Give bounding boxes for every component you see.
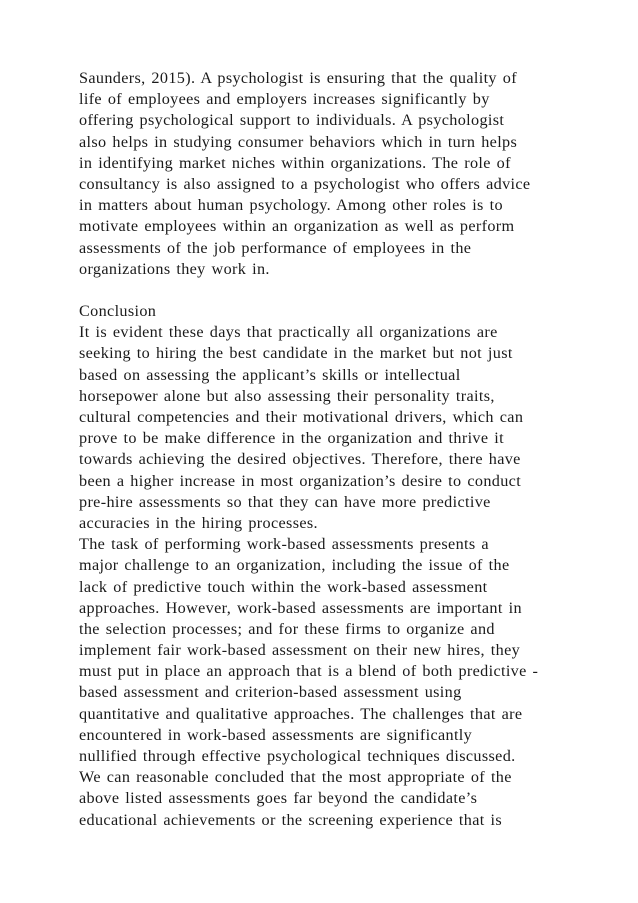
text-line: life of employees and employers increases significantly by [79,90,490,109]
text-line: seeking to hiring the best candidate in the market but not just [79,344,513,363]
text-line: the selection processes; and for these firms to organize and [79,619,495,638]
paragraph-conclusion [79,322,579,534]
text-line: quantitative and qualitative approaches. The challenges that are [79,704,523,723]
text-line: It is evident these days that practically all organizations are [79,323,498,342]
text-line: lack of predictive touch within the work-based assessment [79,577,488,596]
text-line: prove to be make difference in the organization and thrive it [79,429,505,448]
text-line: also helps in studying consumer behaviors which in turn helps [79,132,518,151]
text-line: offering psychological support to individuals. A psychologist [79,111,505,130]
text-line: based assessment and criterion-based assessment using [79,683,462,702]
text-line: been a higher increase in most organization’s desire to conduct [79,471,522,490]
paragraph-task [79,534,579,831]
text-line: educational achievements or the screening experience that is [79,810,502,829]
text-line: approaches. However, work-based assessments are important in [79,598,522,617]
text-line: motivate employees within an organization as well as perform [79,217,515,236]
text-line: accuracies in the hiring processes. [79,513,318,532]
text-line: organizations they work in. [79,259,270,278]
document-body [79,68,579,831]
text-line: Saunders, 2015). A psychologist is ensuring that the quality of [79,69,517,87]
paragraph-gap [79,280,579,301]
text-line: major challenge to an organization, including the issue of the [79,556,510,575]
text-line: based on assessing the applicant’s skills or intellectual [79,365,461,384]
text-line: pre-hire assessments so that they can have more predictive [79,492,491,511]
text-line: in matters about human psychology. Among other roles is to [79,196,503,215]
text-line: above listed assessments goes far beyond the candidate’s [79,789,478,808]
text-line: assessments of the job performance of employees in the [79,238,472,257]
text-line: horsepower alone but also assessing their personality traits, [79,386,495,405]
text-line: cultural competencies and their motivational drivers, which can [79,408,524,426]
text-line: must put in place an approach that is a blend of both predictive - [79,662,539,681]
text-line: encountered in work-based assessments are significantly [79,725,473,744]
paragraph-saunders [79,68,579,280]
text-line: nullified through effective psychological techniques discussed. [79,747,516,765]
text-line: The task of performing work-based assessments presents a [79,535,489,554]
text-line: We can reasonable concluded that the most appropriate of the [79,768,512,787]
text-line: consultancy is also assigned to a psychologist who offers advice [79,174,531,193]
text-line: in identifying market niches within organizations. The role of [79,153,511,172]
text-line: towards achieving the desired objectives. Therefore, there have [79,450,521,469]
text-line: implement fair work-based assessment on their new hires, they [79,641,521,660]
section-heading-conclusion: Conclusion [79,302,157,321]
